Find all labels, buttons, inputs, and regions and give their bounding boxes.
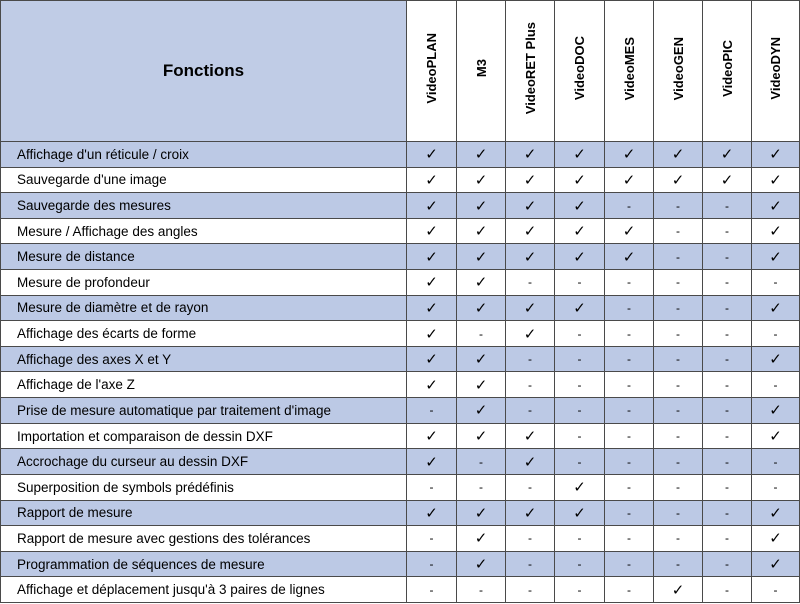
function-label: Affichage d'un réticule / croix	[1, 142, 407, 168]
table-row	[1, 193, 800, 219]
check-cell: ✓	[752, 142, 800, 168]
product-header-videodyn	[752, 1, 800, 142]
function-label: Mesure de diamètre et de rayon	[1, 295, 407, 321]
dash-cell: -	[506, 398, 555, 424]
check-cell: ✓	[605, 218, 654, 244]
function-label: Affichage des axes X et Y	[1, 346, 407, 372]
product-header-videomes	[605, 1, 654, 142]
dash-cell: -	[654, 295, 703, 321]
product-label: M3	[473, 59, 489, 78]
check-cell: ✓	[506, 295, 555, 321]
dash-cell: -	[605, 500, 654, 526]
check-cell: ✓	[555, 474, 605, 500]
check-cell: ✓	[457, 398, 506, 424]
dash-cell: -	[605, 474, 654, 500]
check-cell: ✓	[555, 167, 605, 193]
dash-cell: -	[555, 270, 605, 296]
table-row	[1, 500, 800, 526]
check-cell: ✓	[407, 193, 457, 219]
check-cell: ✓	[457, 295, 506, 321]
dash-cell: -	[555, 551, 605, 577]
check-cell: ✓	[506, 244, 555, 270]
table-row	[1, 423, 800, 449]
table-row	[1, 577, 800, 603]
dash-cell: -	[407, 398, 457, 424]
table-row	[1, 167, 800, 193]
check-cell: ✓	[457, 551, 506, 577]
dash-cell: -	[654, 526, 703, 552]
table-row	[1, 551, 800, 577]
dash-cell: -	[703, 244, 752, 270]
check-cell: ✓	[457, 500, 506, 526]
function-label: Affichage et déplacement jusqu'à 3 paires de lignes	[1, 577, 407, 603]
table-row	[1, 474, 800, 500]
check-cell: ✓	[457, 372, 506, 398]
product-label: VideoGEN	[670, 36, 686, 101]
dash-cell: -	[654, 551, 703, 577]
product-header-videogen	[654, 1, 703, 142]
check-cell: ✓	[457, 193, 506, 219]
check-cell: ✓	[407, 244, 457, 270]
product-header-videodoc	[555, 1, 605, 142]
dash-cell: -	[605, 193, 654, 219]
check-cell: ✓	[457, 270, 506, 296]
dash-cell: -	[752, 449, 800, 475]
check-cell: ✓	[605, 167, 654, 193]
dash-cell: -	[506, 474, 555, 500]
check-cell: ✓	[457, 218, 506, 244]
table-row	[1, 244, 800, 270]
product-label: VideoMES	[621, 36, 637, 101]
dash-cell: -	[703, 474, 752, 500]
check-cell: ✓	[457, 167, 506, 193]
check-cell: ✓	[506, 167, 555, 193]
check-cell: ✓	[407, 270, 457, 296]
table-row	[1, 398, 800, 424]
dash-cell: -	[506, 346, 555, 372]
dash-cell: -	[654, 423, 703, 449]
check-cell: ✓	[752, 218, 800, 244]
table-row	[1, 142, 800, 168]
dash-cell: -	[457, 449, 506, 475]
dash-cell: -	[752, 372, 800, 398]
product-label: VideoDYN	[768, 37, 783, 100]
check-cell: ✓	[752, 551, 800, 577]
check-cell: ✓	[506, 423, 555, 449]
dash-cell: -	[457, 577, 506, 603]
table-row	[1, 526, 800, 552]
dash-cell: -	[407, 577, 457, 603]
check-cell: ✓	[457, 244, 506, 270]
dash-cell: -	[654, 474, 703, 500]
dash-cell: -	[605, 295, 654, 321]
dash-cell: -	[703, 449, 752, 475]
check-cell: ✓	[605, 142, 654, 168]
dash-cell: -	[555, 577, 605, 603]
dash-cell: -	[654, 270, 703, 296]
dash-cell: -	[703, 218, 752, 244]
dash-cell: -	[654, 244, 703, 270]
check-cell: ✓	[407, 346, 457, 372]
dash-cell: -	[654, 398, 703, 424]
function-label: Sauvegarde des mesures	[1, 193, 407, 219]
check-cell: ✓	[407, 423, 457, 449]
function-label: Sauvegarde d'une image	[1, 167, 407, 193]
dash-cell: -	[555, 346, 605, 372]
dash-cell: -	[703, 500, 752, 526]
check-cell: ✓	[654, 142, 703, 168]
table-row	[1, 372, 800, 398]
dash-cell: -	[703, 372, 752, 398]
check-cell: ✓	[506, 449, 555, 475]
dash-cell: -	[605, 398, 654, 424]
product-header-videoret-plus	[506, 1, 555, 142]
check-cell: ✓	[407, 372, 457, 398]
check-cell: ✓	[407, 142, 457, 168]
dash-cell: -	[703, 295, 752, 321]
dash-cell: -	[506, 270, 555, 296]
check-cell: ✓	[752, 295, 800, 321]
dash-cell: -	[752, 270, 800, 296]
function-label: Programmation de séquences de mesure	[1, 551, 407, 577]
dash-cell: -	[605, 372, 654, 398]
check-cell: ✓	[752, 398, 800, 424]
check-cell: ✓	[555, 193, 605, 219]
dash-cell: -	[555, 398, 605, 424]
dash-cell: -	[407, 526, 457, 552]
dash-cell: -	[605, 423, 654, 449]
dash-cell: -	[703, 193, 752, 219]
check-cell: ✓	[654, 167, 703, 193]
check-cell: ✓	[457, 423, 506, 449]
functions-header: Fonctions	[1, 1, 407, 142]
dash-cell: -	[703, 551, 752, 577]
dash-cell: -	[703, 577, 752, 603]
dash-cell: -	[506, 551, 555, 577]
check-cell: ✓	[654, 577, 703, 603]
check-cell: ✓	[555, 500, 605, 526]
dash-cell: -	[605, 551, 654, 577]
function-label: Superposition de symbols prédéfinis	[1, 474, 407, 500]
dash-cell: -	[555, 321, 605, 347]
dash-cell: -	[654, 500, 703, 526]
function-label: Affichage des écarts de forme	[1, 321, 407, 347]
dash-cell: -	[703, 346, 752, 372]
function-label: Rapport de mesure avec gestions des tolérances	[1, 526, 407, 552]
function-label: Mesure de distance	[1, 244, 407, 270]
check-cell: ✓	[703, 142, 752, 168]
dash-cell: -	[457, 474, 506, 500]
table-row	[1, 346, 800, 372]
dash-cell: -	[555, 423, 605, 449]
check-cell: ✓	[506, 218, 555, 244]
dash-cell: -	[752, 577, 800, 603]
check-cell: ✓	[407, 295, 457, 321]
table-body	[1, 142, 800, 603]
function-label: Affichage de l'axe Z	[1, 372, 407, 398]
check-cell: ✓	[506, 142, 555, 168]
dash-cell: -	[506, 372, 555, 398]
check-cell: ✓	[407, 500, 457, 526]
function-label: Importation et comparaison de dessin DXF	[1, 423, 407, 449]
dash-cell: -	[703, 526, 752, 552]
dash-cell: -	[555, 526, 605, 552]
check-cell: ✓	[407, 167, 457, 193]
product-header-m3	[457, 1, 506, 142]
check-cell: ✓	[605, 244, 654, 270]
check-cell: ✓	[506, 193, 555, 219]
table-row	[1, 218, 800, 244]
dash-cell: -	[752, 321, 800, 347]
dash-cell: -	[654, 193, 703, 219]
check-cell: ✓	[407, 218, 457, 244]
product-label: VideoDOC	[572, 36, 587, 101]
check-cell: ✓	[555, 244, 605, 270]
function-label: Prise de mesure automatique par traitement d'image	[1, 398, 407, 424]
check-cell: ✓	[752, 526, 800, 552]
check-cell: ✓	[457, 142, 506, 168]
check-cell: ✓	[407, 321, 457, 347]
dash-cell: -	[605, 577, 654, 603]
dash-cell: -	[605, 526, 654, 552]
product-header-videoplan	[407, 1, 457, 142]
check-cell: ✓	[752, 167, 800, 193]
product-header-videopic	[703, 1, 752, 142]
check-cell: ✓	[752, 423, 800, 449]
dash-cell: -	[654, 321, 703, 347]
function-label: Mesure / Affichage des angles	[1, 218, 407, 244]
dash-cell: -	[555, 449, 605, 475]
dash-cell: -	[506, 526, 555, 552]
dash-cell: -	[703, 398, 752, 424]
product-label: VideoPLAN	[424, 33, 439, 104]
dash-cell: -	[605, 346, 654, 372]
check-cell: ✓	[555, 218, 605, 244]
dash-cell: -	[752, 474, 800, 500]
check-cell: ✓	[506, 500, 555, 526]
dash-cell: -	[654, 449, 703, 475]
function-label: Rapport de mesure	[1, 500, 407, 526]
check-cell: ✓	[457, 526, 506, 552]
dash-cell: -	[605, 270, 654, 296]
check-cell: ✓	[752, 500, 800, 526]
dash-cell: -	[703, 321, 752, 347]
table-row	[1, 270, 800, 296]
check-cell: ✓	[457, 346, 506, 372]
dash-cell: -	[506, 577, 555, 603]
dash-cell: -	[654, 218, 703, 244]
product-label: VideoPIC	[719, 40, 735, 97]
table-row	[1, 449, 800, 475]
dash-cell: -	[605, 321, 654, 347]
check-cell: ✓	[555, 295, 605, 321]
check-cell: ✓	[752, 193, 800, 219]
header-row	[1, 1, 800, 142]
dash-cell: -	[407, 474, 457, 500]
function-label: Mesure de profondeur	[1, 270, 407, 296]
dash-cell: -	[703, 423, 752, 449]
table-row	[1, 321, 800, 347]
dash-cell: -	[654, 372, 703, 398]
check-cell: ✓	[407, 449, 457, 475]
dash-cell: -	[605, 449, 654, 475]
check-cell: ✓	[555, 142, 605, 168]
check-cell: ✓	[752, 346, 800, 372]
check-cell: ✓	[752, 244, 800, 270]
dash-cell: -	[457, 321, 506, 347]
dash-cell: -	[555, 372, 605, 398]
check-cell: ✓	[506, 321, 555, 347]
dash-cell: -	[654, 346, 703, 372]
table-row	[1, 295, 800, 321]
dash-cell: -	[407, 551, 457, 577]
check-cell: ✓	[703, 167, 752, 193]
dash-cell: -	[703, 270, 752, 296]
function-label: Accrochage du curseur au dessin DXF	[1, 449, 407, 475]
product-label: VideoRET Plus	[522, 22, 538, 115]
